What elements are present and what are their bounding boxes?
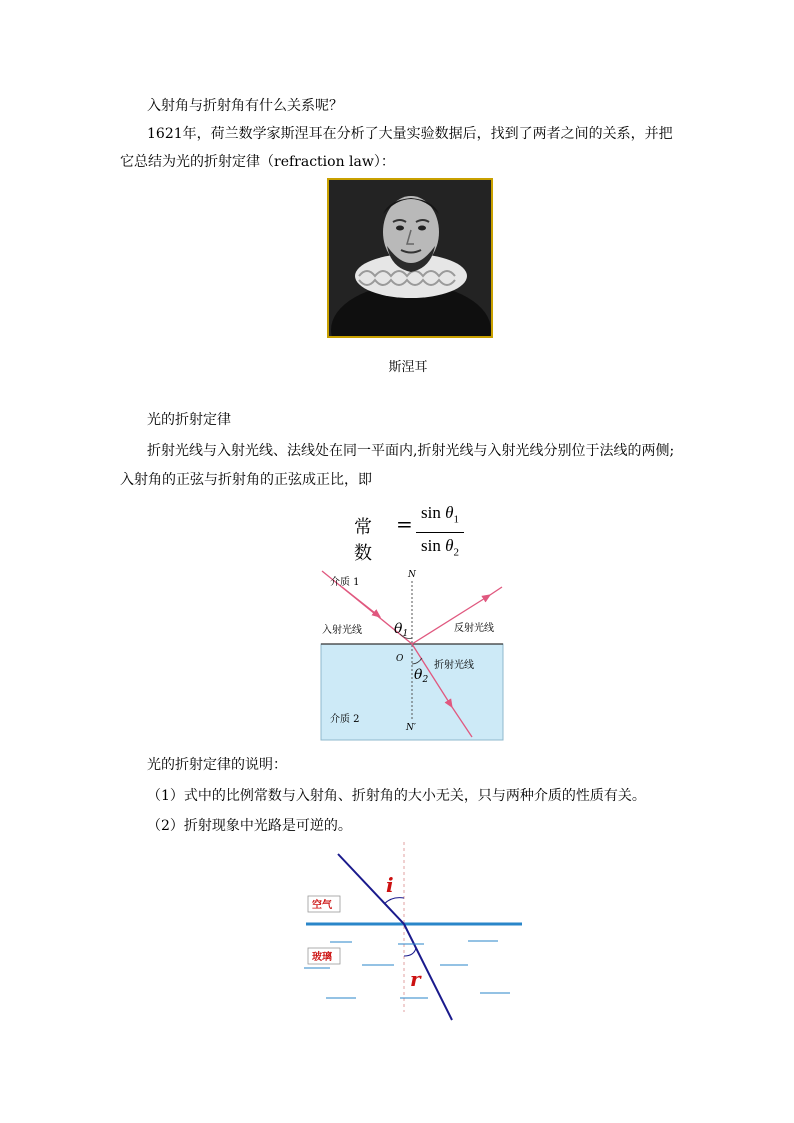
law-line-2: 入射角的正弦与折射角的正弦成正比，即 bbox=[120, 472, 372, 488]
origin-label: O bbox=[396, 654, 404, 664]
history-line-2: 它总结为光的折射定律（refraction law）： bbox=[120, 154, 395, 170]
portrait-caption: 斯涅耳 bbox=[388, 360, 428, 375]
formula-fraction bbox=[414, 500, 466, 566]
law-heading: 光的折射定律 bbox=[147, 412, 231, 428]
theta2-label: $\theta_2$ bbox=[414, 667, 429, 685]
intro-question: 入射角与折射角有什么关系呢？ bbox=[147, 98, 343, 114]
reversibility-diagram bbox=[300, 840, 526, 1022]
note-item-2: （2）折射现象中光路是可逆的。 bbox=[147, 818, 352, 834]
reflected-ray-head bbox=[412, 595, 490, 644]
angle-i-label: i bbox=[386, 873, 394, 897]
formula-equals: = bbox=[396, 512, 413, 536]
refraction-diagram bbox=[320, 567, 504, 741]
portrait-drawing bbox=[329, 180, 491, 336]
medium2-label: 介质 2 bbox=[330, 714, 360, 725]
angle-r-label: r bbox=[410, 967, 421, 991]
note-item-1: （1）式中的比例常数与入射角、折射角的大小无关，只与两种介质的性质有关。 bbox=[147, 788, 646, 804]
history-line-1: 1621年，荷兰数学家斯涅耳在分析了大量实验数据后，找到了两者之间的关系，并把 bbox=[147, 126, 673, 142]
formula-denominator: $\sin \theta_2$ bbox=[421, 536, 459, 559]
theta1-label: $\theta_1$ bbox=[394, 621, 409, 639]
angle-r-arc bbox=[404, 948, 416, 956]
notes-heading: 光的折射定律的说明： bbox=[147, 757, 287, 773]
ray-in-air bbox=[338, 854, 404, 924]
normal-bottom-label: N′ bbox=[406, 723, 416, 733]
refracted-ray-label: 折射光线 bbox=[434, 660, 474, 671]
angle-i-arc bbox=[384, 898, 404, 904]
normal-top-label: N bbox=[408, 570, 416, 580]
reflected-ray bbox=[490, 587, 502, 595]
law-line-1: 折射光线与入射光线、法线处在同一平面内,折射光线与入射光线分别位于法线的两侧; bbox=[147, 443, 675, 459]
snell-portrait bbox=[327, 178, 493, 338]
formula-constant: 常数 bbox=[354, 517, 372, 564]
glass-label: 玻璃 bbox=[312, 952, 332, 963]
air-label: 空气 bbox=[312, 900, 332, 911]
reflected-ray-label: 反射光线 bbox=[454, 623, 494, 634]
formula-numerator: $\sin \theta_1$ bbox=[421, 503, 459, 526]
medium1-label: 介质 1 bbox=[330, 577, 360, 588]
incident-ray-label: 入射光线 bbox=[322, 625, 362, 636]
